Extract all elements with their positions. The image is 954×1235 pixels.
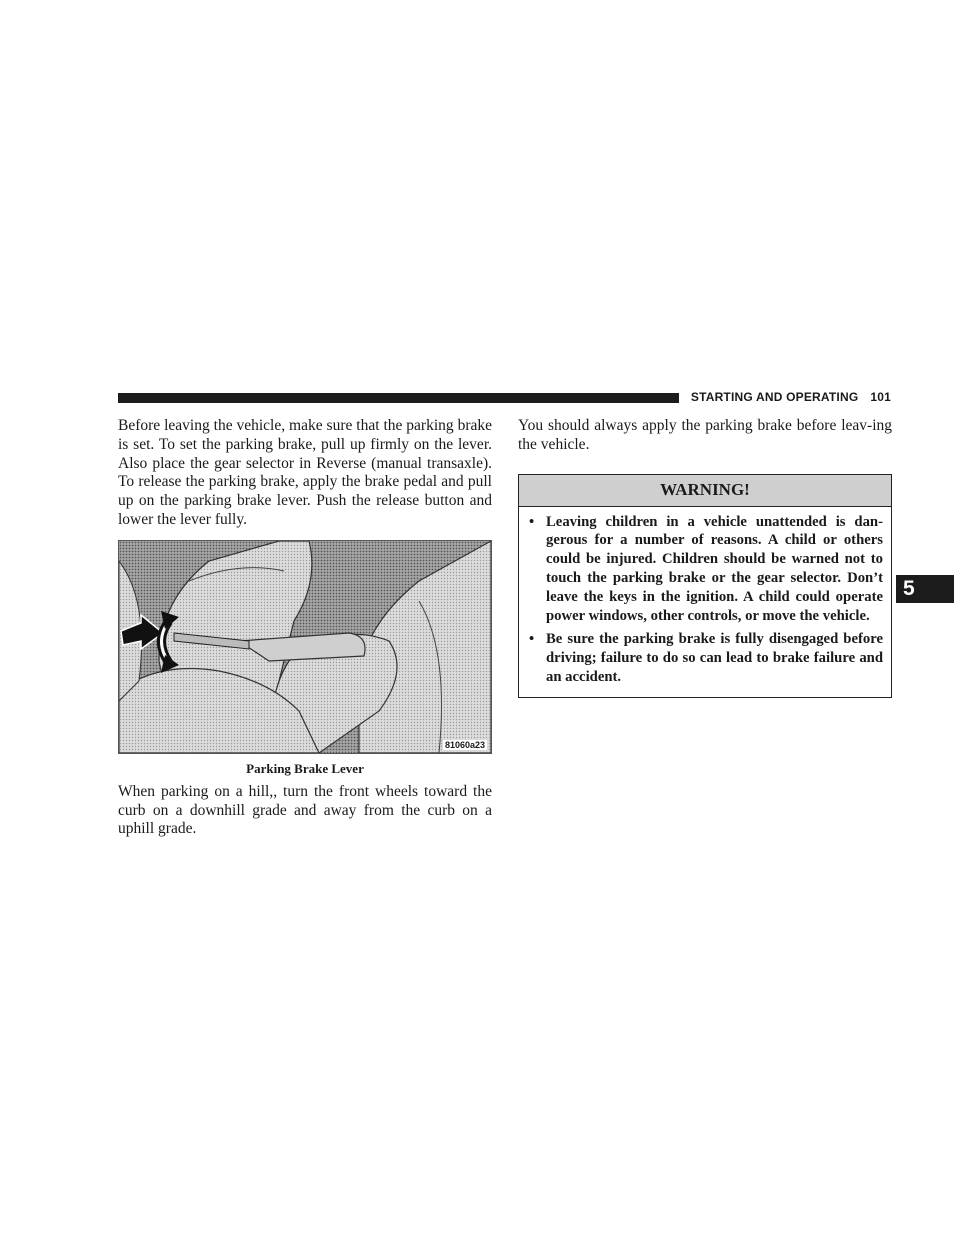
page-number: 101 (870, 390, 891, 404)
left-column (118, 417, 492, 839)
section-title: STARTING AND OPERATING (690, 390, 859, 404)
chapter-tab: 5 (896, 575, 954, 603)
bullet-icon: • (529, 513, 535, 530)
warning-item (529, 513, 883, 626)
warning-box (518, 474, 892, 698)
parking-brake-intro-paragraph: Before leaving the vehicle, make sure that the parking brake is set. To set the parking brake, pull up firmly on the lever. Also place the gear selector in Reverse (manual transaxle). To release the parking brake, apply the brake pedal and pull up on the parking brake lever. Push the release button and lower the lever fully. (118, 417, 492, 528)
warning-item-text: Be sure the parking brake is fully disengaged before driving; failure to do so can lead to brake failure and an accident. (546, 631, 883, 685)
warning-list (519, 507, 891, 697)
warning-item-text: Leaving children in a vehicle unattended is dan-gerous for a number of reasons. A child or others could be injured. Children should be warned not to touch the parking brake or the gear selector. Don’t leave the keys in the ignition. A child could operate power windows, other controls, or move the vehicle. (546, 513, 883, 624)
figure-code: 81060a23 (444, 739, 485, 750)
running-header (691, 390, 891, 404)
warning-item (529, 630, 883, 686)
parking-brake-illustration (119, 541, 491, 753)
bullet-icon: • (529, 631, 535, 648)
hill-parking-paragraph: When parking on a hill,, turn the front wheels toward the curb on a downhill grade and away from the curb on a uphill grade. (118, 782, 492, 838)
figure-caption: Parking Brake Lever (246, 760, 364, 776)
apply-brake-paragraph: You should always apply the parking brake before leav-ing the vehicle. (518, 417, 892, 453)
header-rule (118, 393, 679, 403)
parking-brake-lever-figure (118, 540, 492, 754)
right-column (518, 417, 892, 698)
warning-title: WARNING! (519, 475, 891, 507)
